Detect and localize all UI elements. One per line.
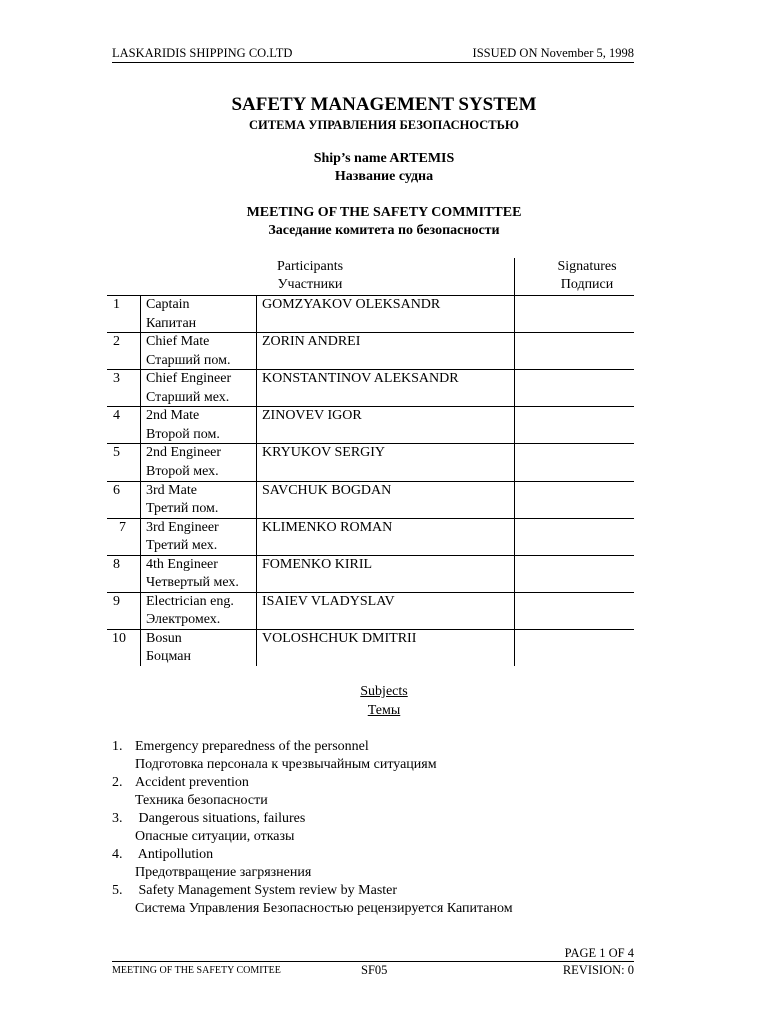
signature-cell[interactable] [515, 593, 634, 628]
rank-ru: Третий мех. [146, 538, 218, 554]
footer-doc-title: MEETING OF THE SAFETY COMITEE [112, 965, 281, 976]
meeting-title-ru: Заседание комитета по безопасности [268, 223, 500, 238]
signature-cell[interactable] [515, 482, 634, 517]
row-number: 5 [113, 445, 120, 461]
subject-number: 2. [112, 775, 123, 790]
rank-en: 3rd Mate [146, 482, 197, 498]
subject-en: Dangerous situations, failures [135, 811, 306, 826]
ship-name-ru: Название судна [334, 169, 434, 184]
company-name: LASKARIDIS SHIPPING CO.LTD [112, 46, 293, 60]
row-number: 10 [112, 630, 126, 646]
row-number: 1 [113, 297, 120, 312]
row-participant-name: KRYUKOV SERGIY [262, 445, 386, 461]
signature-cell[interactable] [515, 444, 634, 479]
signature-cell[interactable] [515, 630, 634, 665]
subject-ru: Система Управления Безопасностью рецензируется Капитаном [135, 901, 513, 916]
subject-number: 3. [112, 811, 123, 826]
subject-en: Antipollution [135, 847, 214, 862]
row-participant-name: FOMENKO KIRIL [262, 556, 373, 572]
rank-ru: Четвертый мех. [146, 575, 239, 591]
participants-header-en: Participants [276, 259, 344, 274]
rank-ru: Старший пом. [146, 352, 231, 368]
subjects-heading-ru: Темы [367, 703, 401, 718]
rank-en: Captain [146, 297, 190, 312]
signature-cell[interactable] [515, 556, 634, 591]
signature-cell[interactable] [515, 333, 634, 368]
subject-en: Emergency preparedness of the personnel [135, 739, 369, 754]
page-number: PAGE 1 OF 4 [564, 946, 634, 960]
rank-ru: Второй мех. [146, 463, 219, 479]
row-number: 4 [113, 408, 120, 424]
rank-en: 2nd Engineer [146, 445, 222, 461]
subject-en: Safety Management System review by Master [135, 883, 398, 898]
rank-ru: Старший мех. [146, 389, 230, 405]
rank-ru: Второй пом. [146, 426, 220, 442]
row-number: 6 [113, 482, 120, 498]
row-participant-name: KONSTANTINOV ALEKSANDR [262, 371, 459, 387]
row-rank [146, 630, 191, 667]
subject-number: 4. [112, 847, 123, 862]
document-title-ru: СИТЕМА УПРАВЛЕНИЯ БЕЗОПАСНОСТЬЮ [249, 118, 519, 132]
row-number: 3 [113, 371, 120, 387]
subject-ru: Техника безопасности [135, 793, 268, 808]
signatures-header [530, 258, 644, 294]
signatures-header-ru: Подписи [560, 277, 614, 292]
signature-cell[interactable] [515, 370, 634, 405]
rank-en: Chief Mate [146, 334, 210, 350]
row-participant-name: SAVCHUK BOGDAN [262, 482, 392, 498]
rank-en: 3rd Engineer [146, 519, 219, 535]
row-participant-name: VOLOSHCHUK DMITRII [262, 630, 417, 646]
ship-name: Ship’s name ARTEMIS [313, 151, 455, 166]
footer-revision: REVISION: 0 [562, 963, 634, 977]
subject-ru: Опасные ситуации, отказы [135, 829, 295, 844]
row-participant-name: ZINOVEV IGOR [262, 408, 362, 424]
row-rank [146, 444, 221, 481]
row-rank [146, 519, 219, 556]
subject-ru: Подготовка персонала к чрезвычайным ситуациям [135, 757, 437, 772]
rank-ru: Боцман [146, 649, 192, 665]
document-title: SAFETY MANAGEMENT SYSTEM [231, 94, 537, 115]
row-participant-name: ZORIN ANDREI [262, 334, 361, 350]
row-rank [146, 407, 220, 444]
signature-cell[interactable] [515, 519, 634, 554]
rank-en: 2nd Mate [146, 408, 200, 424]
rank-en: Chief Engineer [146, 371, 232, 387]
row-participant-name: KLIMENKO ROMAN [262, 519, 393, 535]
subject-number: 1. [112, 739, 123, 754]
footer-form-code: SF05 [361, 963, 388, 977]
participants-header [230, 258, 390, 294]
row-rank [146, 556, 239, 593]
rank-ru: Третий пом. [146, 501, 219, 516]
row-number: 9 [113, 593, 120, 609]
rank-en: Electrician eng. [146, 593, 234, 609]
signature-cell[interactable] [515, 407, 634, 442]
row-rank [146, 482, 218, 519]
rank-ru: Электромех. [146, 612, 221, 628]
issue-date: ISSUED ON November 5, 1998 [472, 46, 634, 60]
row-rank [146, 296, 196, 333]
row-participant-name: GOMZYAKOV OLEKSANDR [262, 297, 441, 312]
row-number: 2 [113, 334, 120, 350]
subject-number: 5. [112, 883, 123, 898]
meeting-title: MEETING OF THE SAFETY COMMITTEE [246, 205, 522, 220]
participants-header-ru: Участники [277, 277, 343, 292]
rank-en: 4th Engineer [146, 556, 218, 572]
signature-cell[interactable] [515, 296, 634, 331]
row-rank [146, 593, 234, 630]
rank-en: Bosun [146, 630, 182, 646]
subjects-heading: Subjects [360, 684, 408, 699]
row-number: 7 [119, 519, 126, 535]
subject-ru: Предотвращение загрязнения [135, 865, 312, 880]
row-rank [146, 370, 231, 407]
footer-rule [112, 961, 634, 962]
row-number: 8 [113, 556, 120, 572]
row-participant-name: ISAIEV VLADYSLAV [262, 593, 395, 609]
rank-ru: Капитан [146, 315, 197, 331]
signatures-header-en: Signatures [557, 259, 617, 274]
subject-en: Accident prevention [135, 775, 249, 790]
row-rank [146, 333, 231, 370]
